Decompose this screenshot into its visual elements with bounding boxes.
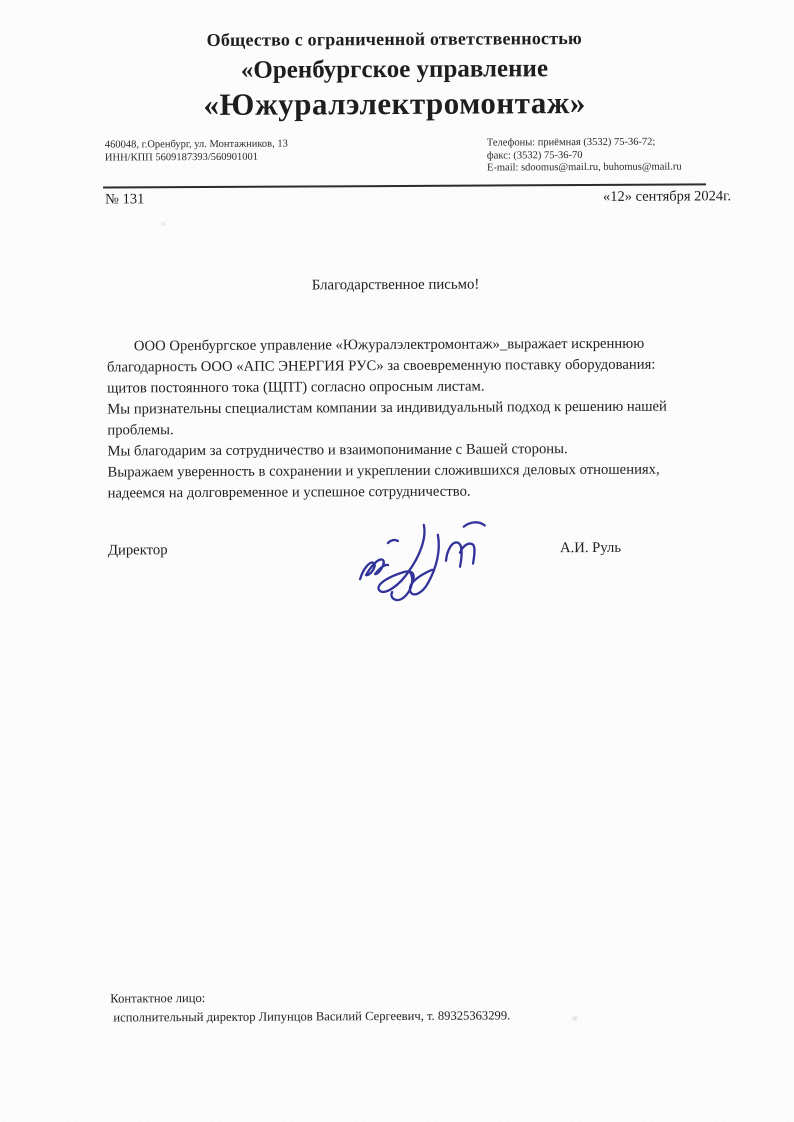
signer-name: А.И. Руль bbox=[559, 539, 622, 556]
contact-label: Контактное лицо: bbox=[110, 991, 206, 1006]
body-line: благодарность ООО «АПС ЭНЕРГИЯ РУС» за своевременную поставку оборудования: bbox=[106, 356, 656, 376]
org-email: E-mail: sdoomus@mail.ru, buhomus@mail.ru bbox=[486, 161, 682, 174]
org-fax: факс: (3532) 75-36-70 bbox=[486, 149, 583, 162]
org-name-line-1: «Оренбургское управление bbox=[240, 55, 549, 84]
contact-block bbox=[110, 987, 510, 1027]
body-line: Мы благодарим за сотрудничество и взаимопонимание с Вашей стороны. bbox=[107, 440, 568, 460]
scan-speck bbox=[572, 1016, 577, 1020]
body-line: проблемы. bbox=[107, 421, 174, 439]
letter-title: Благодарственное письмо! bbox=[311, 276, 480, 293]
signature-row bbox=[0, 516, 794, 630]
scan-speck bbox=[161, 222, 165, 225]
requisites-row bbox=[0, 120, 792, 178]
signer-position: Директор bbox=[107, 541, 168, 559]
body-line: Мы признательны специалистам компании за индивидуальный подход к решению нашей bbox=[107, 398, 667, 418]
org-name-line-2: «Южуралэлектромонтаж» bbox=[203, 85, 586, 123]
requisites-contact-block bbox=[487, 136, 705, 175]
letterhead bbox=[0, 0, 792, 124]
requisites-address-block bbox=[105, 139, 288, 177]
body-line: надеемся на долговременное и успешное сотрудничество. bbox=[107, 483, 471, 502]
org-phone: Телефоны: приёмная (3532) 75-36-72; bbox=[486, 136, 656, 149]
org-address: 460048, г.Оренбург, ул. Монтажников, 13 bbox=[104, 138, 288, 151]
body-line: ООО Оренбургское управление «Южуралэлектромонтаж»_выражает искреннюю bbox=[133, 335, 645, 354]
doc-date: «12» сентября 2024г. bbox=[602, 187, 732, 205]
org-inn-kpp: ИНН/КПП 5609187393/560901001 bbox=[104, 151, 259, 164]
number-date-row bbox=[0, 184, 792, 208]
handwritten-signature bbox=[346, 512, 486, 608]
doc-number: № 131 bbox=[105, 190, 145, 208]
body-line: щитов постоянного тока (ЩПТ) согласно опросным листам. bbox=[107, 378, 485, 397]
body-line: Выражаем уверенность в сохранении и укреплении сложившихся деловых отношениях, bbox=[107, 461, 660, 481]
contact-person: исполнительный директор Липунцов Василий Сергеевич, т. 89325363299. bbox=[113, 1008, 511, 1025]
letter-body bbox=[107, 333, 724, 504]
org-type-line: Общество с ограниченной ответственностью bbox=[206, 28, 582, 50]
signature-ink bbox=[360, 522, 485, 600]
